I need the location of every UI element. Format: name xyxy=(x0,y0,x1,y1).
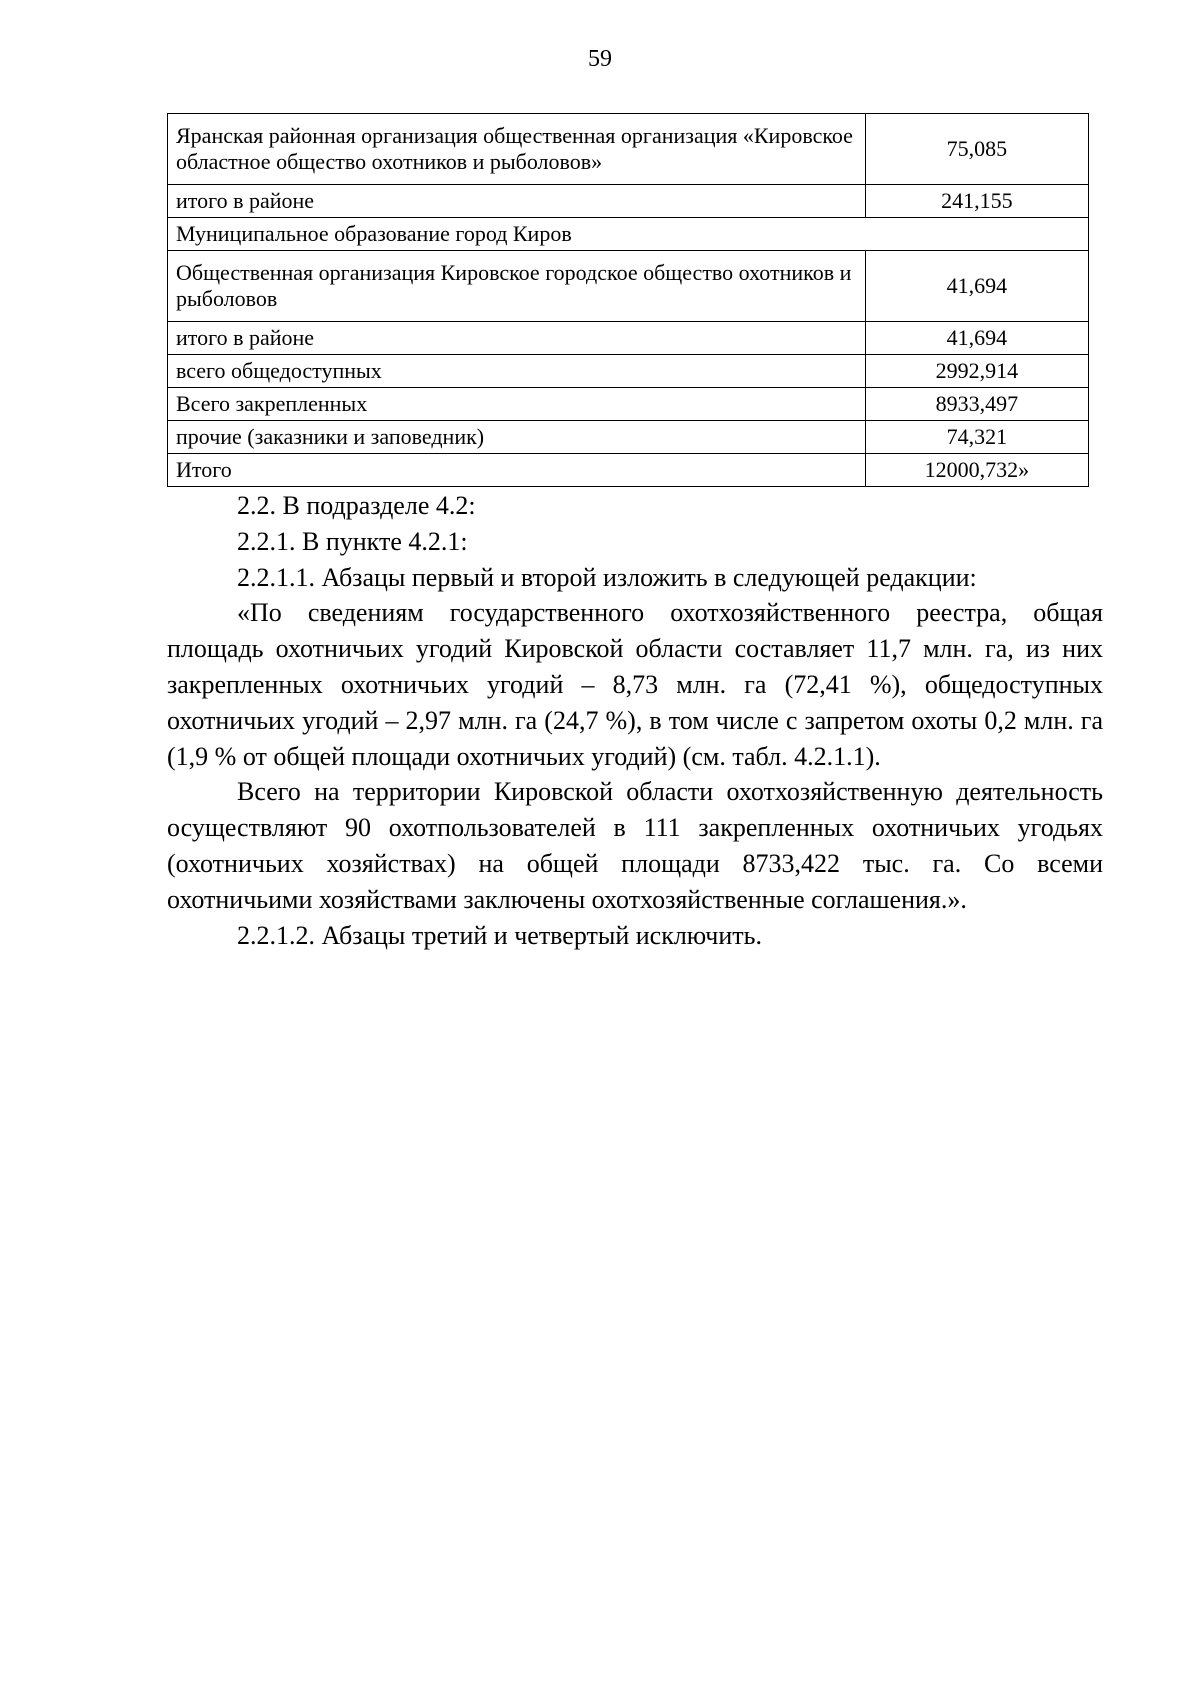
row-value: 41,694 xyxy=(865,251,1088,322)
table-row xyxy=(168,454,1089,487)
row-value: 2992,914 xyxy=(865,355,1088,388)
row-name: итого в районе xyxy=(168,185,866,218)
paragraph-item: 2.2.1. В пункте 4.2.1: xyxy=(237,526,468,556)
row-name: всего общедоступных xyxy=(168,355,866,388)
row-name: итого в районе xyxy=(168,322,866,355)
table-row xyxy=(168,355,1089,388)
row-name: прочие (заказники и заповедник) xyxy=(168,421,866,454)
body-text xyxy=(167,488,1103,953)
paragraph-quoted-2: Всего на территории Кировской области охотхозяйственную деятельность осуществляют 90 охотпользователей в 111 закрепленных охотничьих угодьях (охотничьих хозяйствах) на общей площади 8733,422 тыс. га. Со всеми охотничьими хозяйствами заключены охотхозяйственные соглашения.». xyxy=(167,777,1103,914)
table-row xyxy=(168,114,1089,185)
table-section-row xyxy=(168,218,1089,251)
page-number: 59 xyxy=(588,46,612,72)
row-value: 74,321 xyxy=(865,421,1088,454)
row-value: 75,085 xyxy=(865,114,1088,185)
row-name: Яранская районная организация общественная организация «Кировское областное общество охотников и рыболовов» xyxy=(168,114,866,185)
row-value: 12000,732» xyxy=(865,454,1088,487)
paragraph-exclude: 2.2.1.2. Абзацы третий и четвертый исключить. xyxy=(237,920,762,950)
row-value: 241,155 xyxy=(865,185,1088,218)
hunting-grounds-table xyxy=(167,113,1089,487)
row-value: 41,694 xyxy=(865,322,1088,355)
table-row xyxy=(168,185,1089,218)
row-value: 8933,497 xyxy=(865,388,1088,421)
paragraph-subitem: 2.2.1.1. Абзацы первый и второй изложить в следующей редакции: xyxy=(237,562,977,592)
table-row xyxy=(168,322,1089,355)
table-row xyxy=(168,388,1089,421)
paragraph-quoted-1: «По сведениям государственного охотхозяйственного реестра, общая площадь охотничьих угодий Кировской области составляет 11,7 млн. га, из них закрепленных охотничьих угодий – 8,73 млн. га (72,41 %), общедоступных охотничьих угодий – 2,97 млн. га (24,7 %), в том числе с запретом охоты 0,2 млн. га (1,9 % от общей площади охотничьих угодий) (см. табл. 4.2.1.1). xyxy=(167,598,1103,771)
row-name: Итого xyxy=(168,454,866,487)
paragraph-subsection: 2.2. В подразделе 4.2: xyxy=(237,491,476,520)
row-name: Общественная организация Кировское городское общество охотников и рыболовов xyxy=(168,251,866,322)
table-row xyxy=(168,251,1089,322)
row-name: Всего закрепленных xyxy=(168,388,866,421)
table-row xyxy=(168,421,1089,454)
section-title: Муниципальное образование город Киров xyxy=(168,218,1089,251)
